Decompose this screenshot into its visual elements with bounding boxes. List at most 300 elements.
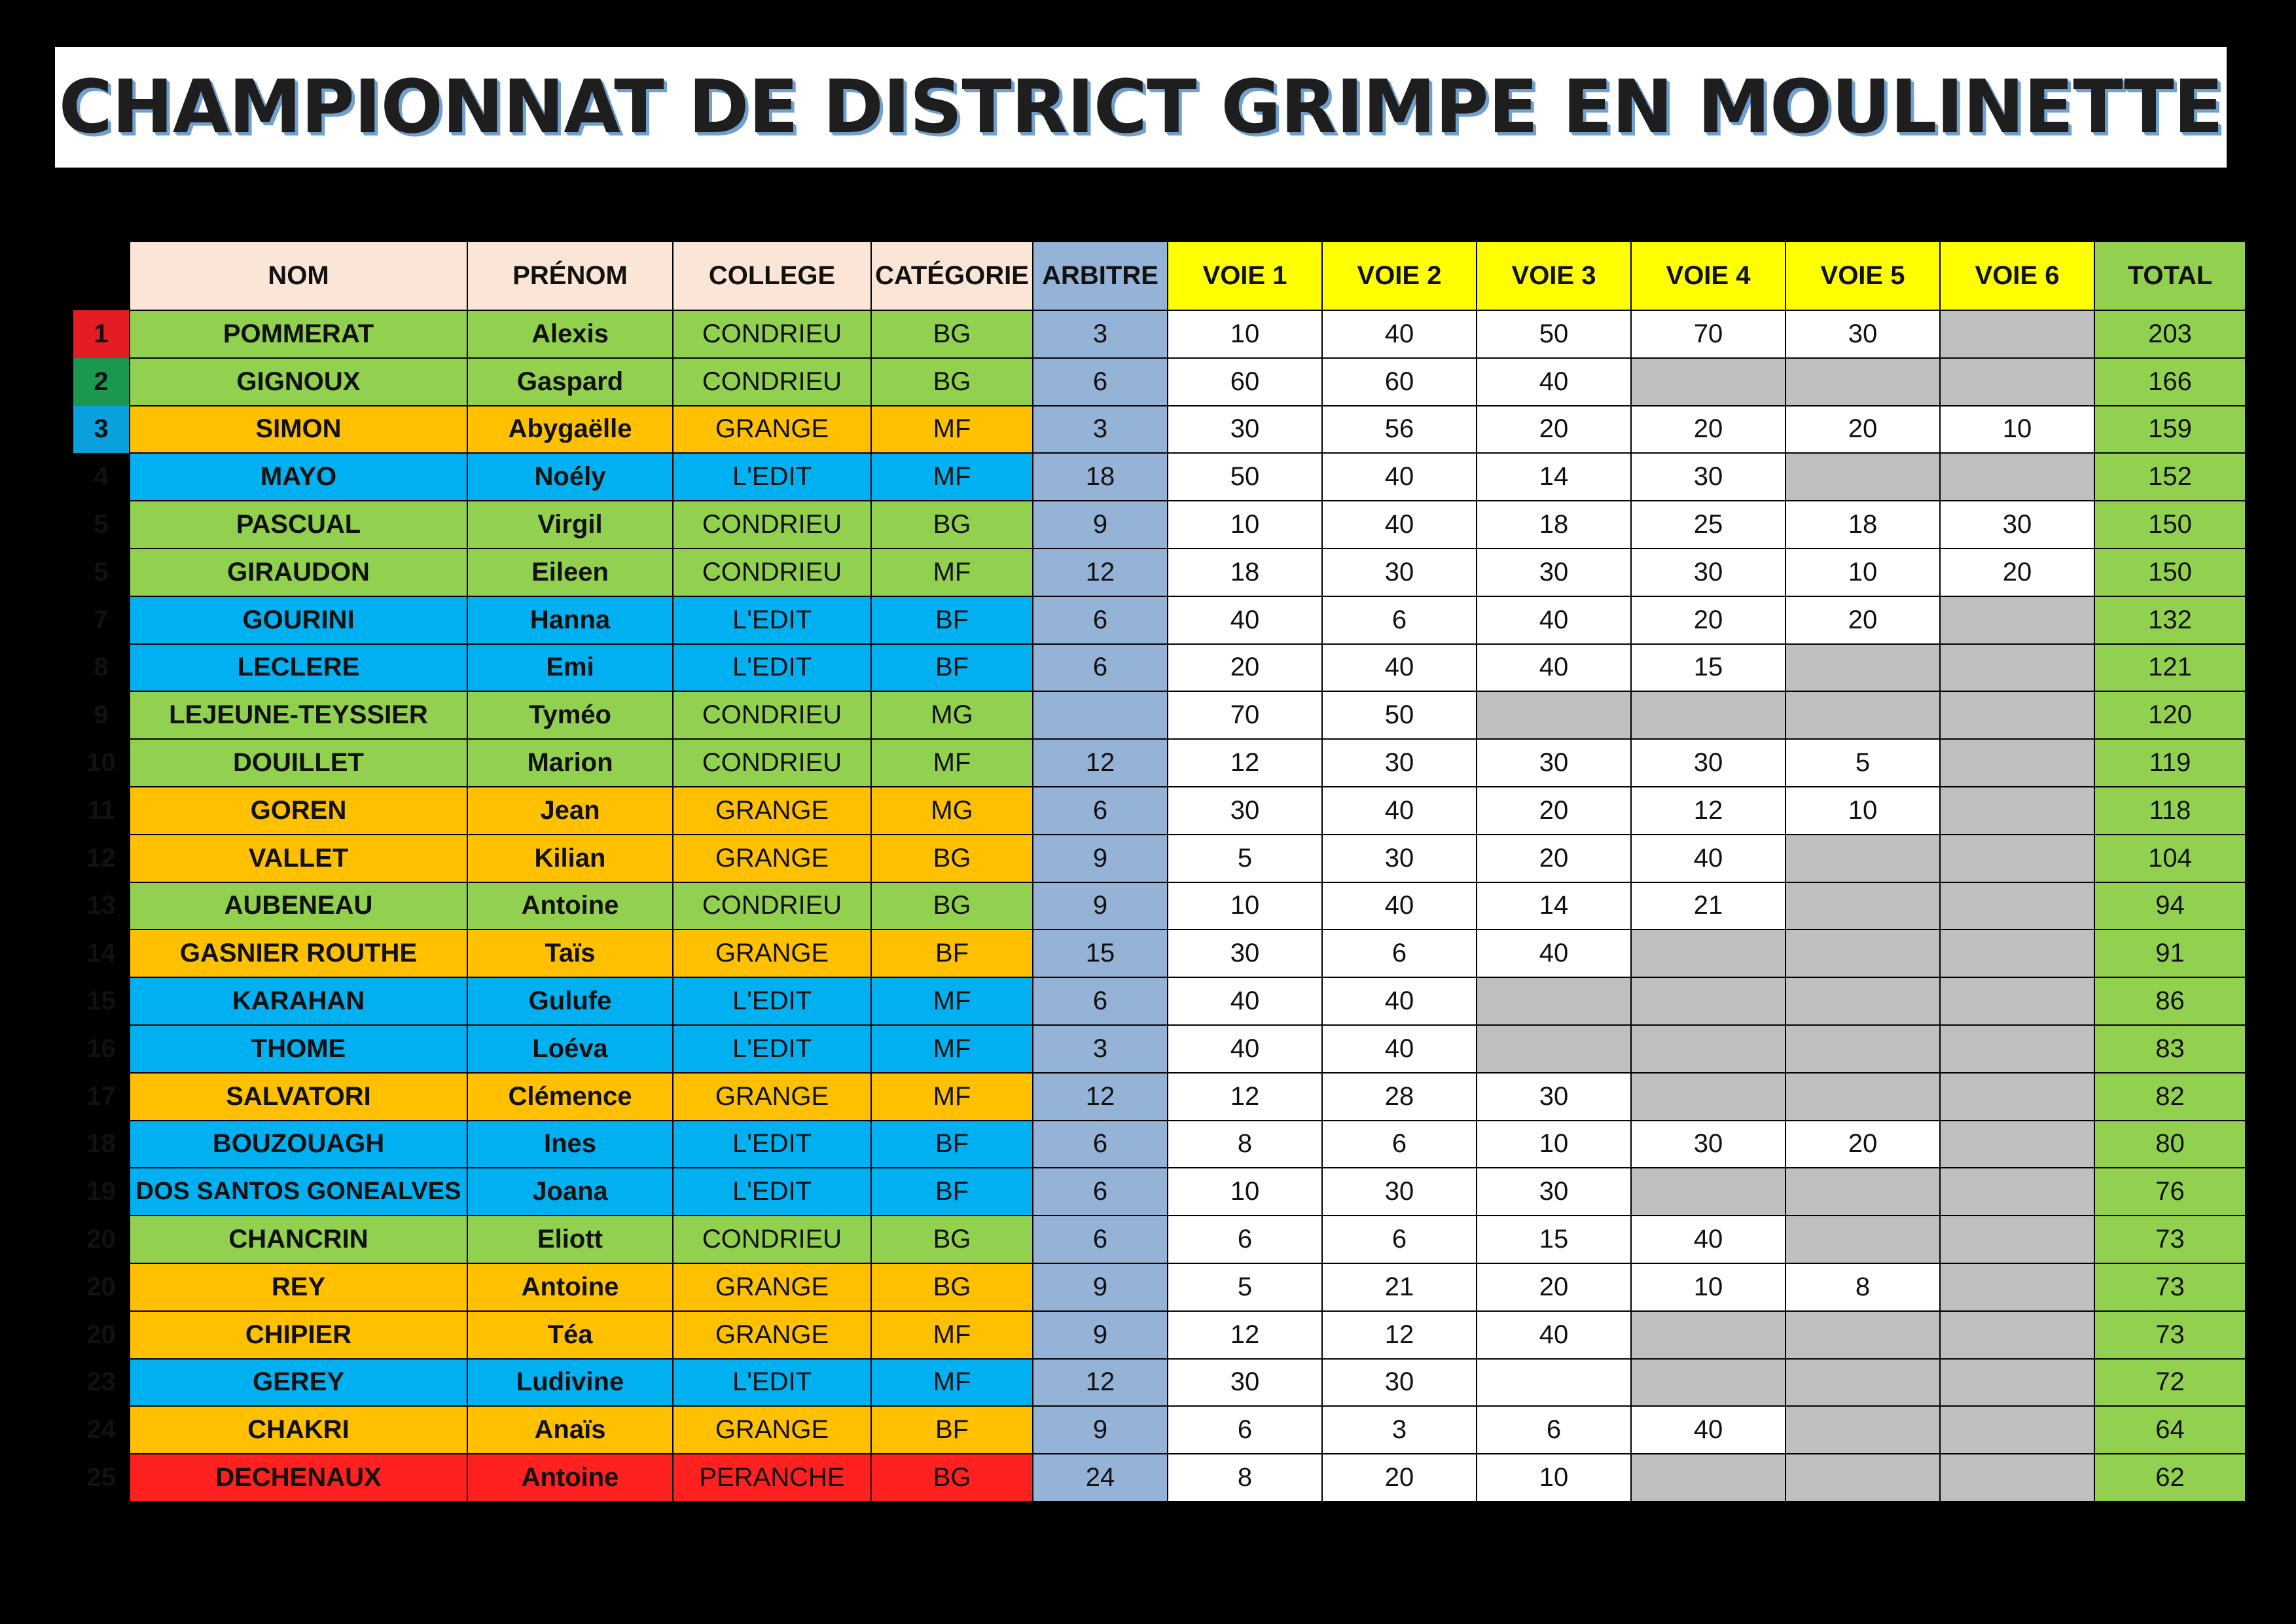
voie-3-cell: 10 bbox=[1477, 1121, 1631, 1168]
header-college: COLLEGE bbox=[673, 242, 871, 310]
rank-cell: 20 bbox=[73, 1263, 130, 1311]
nom-cell: GIGNOUX bbox=[130, 358, 467, 406]
table-row bbox=[73, 453, 2246, 501]
voie-1-cell: 5 bbox=[1168, 1263, 1322, 1311]
voie-2-cell: 40 bbox=[1322, 977, 1477, 1025]
table-row bbox=[73, 977, 2246, 1025]
arbitre-cell: 6 bbox=[1033, 1168, 1168, 1216]
college-cell: L'EDIT bbox=[673, 1025, 871, 1073]
voie-4-cell: 30 bbox=[1631, 1121, 1785, 1168]
arbitre-cell: 3 bbox=[1033, 1025, 1168, 1073]
table-row bbox=[73, 1359, 2246, 1407]
nom-cell: LECLERE bbox=[130, 644, 467, 692]
voie-1-cell: 30 bbox=[1168, 929, 1322, 977]
prenom-cell: Virgil bbox=[467, 501, 673, 549]
rank-cell: 12 bbox=[73, 835, 130, 882]
nom-cell: CHANCRIN bbox=[130, 1216, 467, 1263]
college-cell: GRANGE bbox=[673, 787, 871, 835]
table-row bbox=[73, 310, 2246, 358]
voie-1-cell: 10 bbox=[1168, 310, 1322, 358]
categorie-cell: BF bbox=[871, 1406, 1033, 1454]
voie-4-cell bbox=[1631, 1073, 1785, 1121]
voie-2-cell: 28 bbox=[1322, 1073, 1477, 1121]
rank-cell: 20 bbox=[73, 1216, 130, 1263]
voie-5-cell bbox=[1785, 1359, 1940, 1407]
college-cell: GRANGE bbox=[673, 1311, 871, 1359]
voie-6-cell bbox=[1940, 453, 2094, 501]
arbitre-cell: 6 bbox=[1033, 596, 1168, 644]
voie-4-cell bbox=[1631, 1025, 1785, 1073]
total-cell: 91 bbox=[2094, 929, 2246, 977]
voie-5-cell bbox=[1785, 358, 1940, 406]
voie-5-cell: 20 bbox=[1785, 406, 1940, 454]
prenom-cell: Abygaëlle bbox=[467, 406, 673, 454]
voie-4-cell: 30 bbox=[1631, 739, 1785, 787]
voie-4-cell bbox=[1631, 929, 1785, 977]
prenom-cell: Tyméo bbox=[467, 691, 673, 739]
header-arbitre: ARBITRE bbox=[1033, 242, 1168, 310]
rank-cell: 25 bbox=[73, 1454, 130, 1502]
header-voie-2: VOIE 2 bbox=[1322, 242, 1477, 310]
arbitre-cell: 15 bbox=[1033, 929, 1168, 977]
voie-2-cell: 40 bbox=[1322, 501, 1477, 549]
total-cell: 152 bbox=[2094, 453, 2246, 501]
voie-6-cell bbox=[1940, 1073, 2094, 1121]
arbitre-cell: 6 bbox=[1033, 787, 1168, 835]
total-cell: 150 bbox=[2094, 549, 2246, 596]
categorie-cell: BF bbox=[871, 1121, 1033, 1168]
voie-1-cell: 40 bbox=[1168, 977, 1322, 1025]
voie-6-cell bbox=[1940, 1454, 2094, 1502]
rank-cell: 9 bbox=[73, 691, 130, 739]
table-row bbox=[73, 835, 2246, 882]
nom-cell: LEJEUNE-TEYSSIER bbox=[130, 691, 467, 739]
voie-5-cell: 20 bbox=[1785, 596, 1940, 644]
voie-2-cell: 3 bbox=[1322, 1406, 1477, 1454]
nom-cell: DOUILLET bbox=[130, 739, 467, 787]
voie-2-cell: 50 bbox=[1322, 691, 1477, 739]
voie-1-cell: 30 bbox=[1168, 406, 1322, 454]
voie-6-cell bbox=[1940, 929, 2094, 977]
arbitre-cell: 6 bbox=[1033, 1121, 1168, 1168]
total-cell: 86 bbox=[2094, 977, 2246, 1025]
rank-cell: 10 bbox=[73, 739, 130, 787]
voie-4-cell bbox=[1631, 358, 1785, 406]
rank-cell: 2 bbox=[73, 358, 130, 406]
voie-2-cell: 30 bbox=[1322, 739, 1477, 787]
voie-4-cell: 25 bbox=[1631, 501, 1785, 549]
voie-5-cell: 10 bbox=[1785, 549, 1940, 596]
college-cell: L'EDIT bbox=[673, 1121, 871, 1168]
voie-5-cell bbox=[1785, 1168, 1940, 1216]
prenom-cell: Jean bbox=[467, 787, 673, 835]
voie-5-cell bbox=[1785, 1025, 1940, 1073]
total-cell: 166 bbox=[2094, 358, 2246, 406]
voie-5-cell: 20 bbox=[1785, 1121, 1940, 1168]
table-row bbox=[73, 406, 2246, 454]
table-row bbox=[73, 1454, 2246, 1502]
arbitre-cell: 6 bbox=[1033, 358, 1168, 406]
voie-6-cell bbox=[1940, 1263, 2094, 1311]
arbitre-cell: 12 bbox=[1033, 1359, 1168, 1407]
arbitre-cell: 3 bbox=[1033, 406, 1168, 454]
prenom-cell: Anaïs bbox=[467, 1406, 673, 1454]
rank-cell: 11 bbox=[73, 787, 130, 835]
voie-3-cell: 6 bbox=[1477, 1406, 1631, 1454]
total-cell: 73 bbox=[2094, 1311, 2246, 1359]
total-cell: 150 bbox=[2094, 501, 2246, 549]
voie-3-cell: 40 bbox=[1477, 358, 1631, 406]
voie-2-cell: 21 bbox=[1322, 1263, 1477, 1311]
voie-3-cell bbox=[1477, 1359, 1631, 1407]
nom-cell: POMMERAT bbox=[130, 310, 467, 358]
voie-1-cell: 40 bbox=[1168, 596, 1322, 644]
arbitre-cell: 6 bbox=[1033, 977, 1168, 1025]
categorie-cell: BF bbox=[871, 644, 1033, 692]
arbitre-cell: 18 bbox=[1033, 453, 1168, 501]
categorie-cell: BF bbox=[871, 1168, 1033, 1216]
voie-1-cell: 10 bbox=[1168, 501, 1322, 549]
voie-1-cell: 40 bbox=[1168, 1025, 1322, 1073]
nom-cell: DECHENAUX bbox=[130, 1454, 467, 1502]
college-cell: L'EDIT bbox=[673, 977, 871, 1025]
prenom-cell: Gulufe bbox=[467, 977, 673, 1025]
nom-cell: GOURINI bbox=[130, 596, 467, 644]
table-row bbox=[73, 1025, 2246, 1073]
arbitre-cell bbox=[1033, 691, 1168, 739]
categorie-cell: BG bbox=[871, 835, 1033, 882]
prenom-cell: Téa bbox=[467, 1311, 673, 1359]
total-cell: 119 bbox=[2094, 739, 2246, 787]
voie-3-cell: 20 bbox=[1477, 1263, 1631, 1311]
table-row bbox=[73, 1121, 2246, 1168]
voie-5-cell: 8 bbox=[1785, 1263, 1940, 1311]
nom-cell: PASCUAL bbox=[130, 501, 467, 549]
voie-1-cell: 5 bbox=[1168, 835, 1322, 882]
voie-5-cell bbox=[1785, 691, 1940, 739]
voie-3-cell: 50 bbox=[1477, 310, 1631, 358]
arbitre-cell: 12 bbox=[1033, 739, 1168, 787]
voie-2-cell: 60 bbox=[1322, 358, 1477, 406]
voie-4-cell: 15 bbox=[1631, 644, 1785, 692]
voie-4-cell: 40 bbox=[1631, 1406, 1785, 1454]
table-row bbox=[73, 1168, 2246, 1216]
rank-cell: 5 bbox=[73, 501, 130, 549]
voie-3-cell: 14 bbox=[1477, 882, 1631, 930]
voie-5-cell bbox=[1785, 977, 1940, 1025]
total-cell: 203 bbox=[2094, 310, 2246, 358]
college-cell: CONDRIEU bbox=[673, 739, 871, 787]
voie-6-cell bbox=[1940, 882, 2094, 930]
prenom-cell: Eliott bbox=[467, 1216, 673, 1263]
nom-cell: CHIPIER bbox=[130, 1311, 467, 1359]
rank-cell: 8 bbox=[73, 644, 130, 692]
rank-cell: 4 bbox=[73, 453, 130, 501]
prenom-cell: Antoine bbox=[467, 1263, 673, 1311]
table-row bbox=[73, 929, 2246, 977]
voie-3-cell: 40 bbox=[1477, 644, 1631, 692]
rank-cell: 19 bbox=[73, 1168, 130, 1216]
rank-cell: 23 bbox=[73, 1359, 130, 1407]
categorie-cell: BG bbox=[871, 1216, 1033, 1263]
categorie-cell: MF bbox=[871, 977, 1033, 1025]
nom-cell: GEREY bbox=[130, 1359, 467, 1407]
voie-5-cell: 10 bbox=[1785, 787, 1940, 835]
header-row bbox=[73, 242, 2246, 310]
college-cell: L'EDIT bbox=[673, 644, 871, 692]
voie-1-cell: 12 bbox=[1168, 1311, 1322, 1359]
voie-4-cell: 12 bbox=[1631, 787, 1785, 835]
arbitre-cell: 24 bbox=[1033, 1454, 1168, 1502]
rank-cell: 24 bbox=[73, 1406, 130, 1454]
voie-6-cell bbox=[1940, 1121, 2094, 1168]
voie-1-cell: 8 bbox=[1168, 1121, 1322, 1168]
voie-1-cell: 18 bbox=[1168, 549, 1322, 596]
categorie-cell: BG bbox=[871, 358, 1033, 406]
college-cell: CONDRIEU bbox=[673, 1216, 871, 1263]
voie-6-cell bbox=[1940, 977, 2094, 1025]
voie-4-cell: 40 bbox=[1631, 835, 1785, 882]
voie-1-cell: 60 bbox=[1168, 358, 1322, 406]
total-cell: 82 bbox=[2094, 1073, 2246, 1121]
voie-6-cell bbox=[1940, 1359, 2094, 1407]
categorie-cell: BF bbox=[871, 929, 1033, 977]
voie-5-cell bbox=[1785, 1311, 1940, 1359]
voie-3-cell: 30 bbox=[1477, 1073, 1631, 1121]
header-voie-1: VOIE 1 bbox=[1168, 242, 1322, 310]
voie-3-cell: 30 bbox=[1477, 549, 1631, 596]
rank-cell: 17 bbox=[73, 1073, 130, 1121]
voie-2-cell: 30 bbox=[1322, 1168, 1477, 1216]
voie-4-cell bbox=[1631, 1311, 1785, 1359]
prenom-cell: Antoine bbox=[467, 882, 673, 930]
voie-6-cell bbox=[1940, 310, 2094, 358]
voie-1-cell: 20 bbox=[1168, 644, 1322, 692]
total-cell: 132 bbox=[2094, 596, 2246, 644]
total-cell: 64 bbox=[2094, 1406, 2246, 1454]
voie-1-cell: 50 bbox=[1168, 453, 1322, 501]
voie-5-cell bbox=[1785, 835, 1940, 882]
voie-5-cell: 30 bbox=[1785, 310, 1940, 358]
college-cell: L'EDIT bbox=[673, 1168, 871, 1216]
total-cell: 120 bbox=[2094, 691, 2246, 739]
header-nom: NOM bbox=[130, 242, 467, 310]
table-row bbox=[73, 739, 2246, 787]
categorie-cell: MF bbox=[871, 1359, 1033, 1407]
prenom-cell: Loéva bbox=[467, 1025, 673, 1073]
college-cell: GRANGE bbox=[673, 1073, 871, 1121]
categorie-cell: MF bbox=[871, 549, 1033, 596]
voie-2-cell: 6 bbox=[1322, 1121, 1477, 1168]
arbitre-cell: 3 bbox=[1033, 310, 1168, 358]
rank-cell: 20 bbox=[73, 1311, 130, 1359]
prenom-cell: Ludivine bbox=[467, 1359, 673, 1407]
college-cell: CONDRIEU bbox=[673, 549, 871, 596]
nom-cell: GASNIER ROUTHE bbox=[130, 929, 467, 977]
voie-4-cell bbox=[1631, 1168, 1785, 1216]
nom-cell: AUBENEAU bbox=[130, 882, 467, 930]
voie-1-cell: 12 bbox=[1168, 739, 1322, 787]
voie-6-cell bbox=[1940, 739, 2094, 787]
nom-cell: SIMON bbox=[130, 406, 467, 454]
voie-6-cell bbox=[1940, 358, 2094, 406]
voie-4-cell: 20 bbox=[1631, 596, 1785, 644]
prenom-cell: Hanna bbox=[467, 596, 673, 644]
voie-5-cell: 5 bbox=[1785, 739, 1940, 787]
rank-cell: 15 bbox=[73, 977, 130, 1025]
arbitre-cell: 9 bbox=[1033, 835, 1168, 882]
categorie-cell: MG bbox=[871, 691, 1033, 739]
rank-cell: 1 bbox=[73, 310, 130, 358]
nom-cell: REY bbox=[130, 1263, 467, 1311]
categorie-cell: MF bbox=[871, 1073, 1033, 1121]
prenom-cell: Eileen bbox=[467, 549, 673, 596]
table-row bbox=[73, 501, 2246, 549]
college-cell: CONDRIEU bbox=[673, 882, 871, 930]
voie-2-cell: 12 bbox=[1322, 1311, 1477, 1359]
rank-cell: 16 bbox=[73, 1025, 130, 1073]
voie-1-cell: 6 bbox=[1168, 1406, 1322, 1454]
prenom-cell: Taïs bbox=[467, 929, 673, 977]
prenom-cell: Joana bbox=[467, 1168, 673, 1216]
total-cell: 104 bbox=[2094, 835, 2246, 882]
voie-2-cell: 6 bbox=[1322, 596, 1477, 644]
voie-1-cell: 30 bbox=[1168, 1359, 1322, 1407]
prenom-cell: Alexis bbox=[467, 310, 673, 358]
voie-3-cell: 20 bbox=[1477, 787, 1631, 835]
voie-1-cell: 8 bbox=[1168, 1454, 1322, 1502]
results-table bbox=[73, 241, 2246, 1502]
categorie-cell: MF bbox=[871, 739, 1033, 787]
prenom-cell: Antoine bbox=[467, 1454, 673, 1502]
voie-2-cell: 40 bbox=[1322, 310, 1477, 358]
arbitre-cell: 12 bbox=[1033, 1073, 1168, 1121]
voie-6-cell bbox=[1940, 835, 2094, 882]
total-cell: 159 bbox=[2094, 406, 2246, 454]
table-row bbox=[73, 1311, 2246, 1359]
voie-6-cell bbox=[1940, 1311, 2094, 1359]
college-cell: GRANGE bbox=[673, 929, 871, 977]
table-row bbox=[73, 1263, 2246, 1311]
voie-4-cell: 40 bbox=[1631, 1216, 1785, 1263]
table-row bbox=[73, 596, 2246, 644]
voie-6-cell bbox=[1940, 1168, 2094, 1216]
header-voie-6: VOIE 6 bbox=[1940, 242, 2094, 310]
categorie-cell: MG bbox=[871, 787, 1033, 835]
voie-6-cell bbox=[1940, 691, 2094, 739]
college-cell: CONDRIEU bbox=[673, 691, 871, 739]
total-cell: 121 bbox=[2094, 644, 2246, 692]
total-cell: 80 bbox=[2094, 1121, 2246, 1168]
voie-2-cell: 56 bbox=[1322, 406, 1477, 454]
arbitre-cell: 9 bbox=[1033, 1311, 1168, 1359]
voie-2-cell: 6 bbox=[1322, 1216, 1477, 1263]
voie-6-cell bbox=[1940, 596, 2094, 644]
prenom-cell: Emi bbox=[467, 644, 673, 692]
table-row bbox=[73, 882, 2246, 930]
voie-1-cell: 6 bbox=[1168, 1216, 1322, 1263]
total-cell: 94 bbox=[2094, 882, 2246, 930]
voie-3-cell: 30 bbox=[1477, 1168, 1631, 1216]
nom-cell: GIRAUDON bbox=[130, 549, 467, 596]
voie-5-cell bbox=[1785, 929, 1940, 977]
voie-3-cell: 30 bbox=[1477, 739, 1631, 787]
voie-5-cell bbox=[1785, 882, 1940, 930]
voie-3-cell bbox=[1477, 1025, 1631, 1073]
college-cell: PERANCHE bbox=[673, 1454, 871, 1502]
voie-3-cell: 15 bbox=[1477, 1216, 1631, 1263]
voie-5-cell: 18 bbox=[1785, 501, 1940, 549]
college-cell: GRANGE bbox=[673, 835, 871, 882]
table-row bbox=[73, 691, 2246, 739]
table-row bbox=[73, 1073, 2246, 1121]
voie-1-cell: 10 bbox=[1168, 882, 1322, 930]
voie-5-cell bbox=[1785, 1454, 1940, 1502]
total-cell: 62 bbox=[2094, 1454, 2246, 1502]
total-cell: 73 bbox=[2094, 1263, 2246, 1311]
voie-2-cell: 30 bbox=[1322, 1359, 1477, 1407]
college-cell: CONDRIEU bbox=[673, 358, 871, 406]
total-cell: 76 bbox=[2094, 1168, 2246, 1216]
voie-6-cell bbox=[1940, 644, 2094, 692]
header-categorie: CATÉGORIE bbox=[871, 242, 1033, 310]
voie-4-cell bbox=[1631, 1359, 1785, 1407]
college-cell: GRANGE bbox=[673, 406, 871, 454]
categorie-cell: BG bbox=[871, 501, 1033, 549]
voie-5-cell bbox=[1785, 1406, 1940, 1454]
rank-cell: 18 bbox=[73, 1121, 130, 1168]
nom-cell: SALVATORI bbox=[130, 1073, 467, 1121]
voie-3-cell: 14 bbox=[1477, 453, 1631, 501]
voie-1-cell: 70 bbox=[1168, 691, 1322, 739]
college-cell: GRANGE bbox=[673, 1406, 871, 1454]
header-total: TOTAL bbox=[2094, 242, 2246, 310]
arbitre-cell: 6 bbox=[1033, 1216, 1168, 1263]
table-row bbox=[73, 549, 2246, 596]
categorie-cell: BF bbox=[871, 596, 1033, 644]
nom-cell: KARAHAN bbox=[130, 977, 467, 1025]
table-row bbox=[73, 787, 2246, 835]
arbitre-cell: 9 bbox=[1033, 501, 1168, 549]
college-cell: L'EDIT bbox=[673, 1359, 871, 1407]
prenom-cell: Gaspard bbox=[467, 358, 673, 406]
header-prenom: PRÉNOM bbox=[467, 242, 673, 310]
categorie-cell: MF bbox=[871, 1311, 1033, 1359]
voie-3-cell bbox=[1477, 691, 1631, 739]
nom-cell: DOS SANTOS GONEALVES bbox=[130, 1168, 467, 1216]
voie-2-cell: 30 bbox=[1322, 835, 1477, 882]
header-voie-4: VOIE 4 bbox=[1631, 242, 1785, 310]
voie-6-cell bbox=[1940, 787, 2094, 835]
voie-6-cell: 20 bbox=[1940, 549, 2094, 596]
voie-4-cell: 30 bbox=[1631, 549, 1785, 596]
voie-6-cell: 10 bbox=[1940, 406, 2094, 454]
voie-3-cell: 10 bbox=[1477, 1454, 1631, 1502]
voie-3-cell: 18 bbox=[1477, 501, 1631, 549]
nom-cell: MAYO bbox=[130, 453, 467, 501]
voie-3-cell: 20 bbox=[1477, 406, 1631, 454]
voie-4-cell bbox=[1631, 1454, 1785, 1502]
table-row bbox=[73, 1216, 2246, 1263]
voie-5-cell bbox=[1785, 1216, 1940, 1263]
voie-3-cell: 40 bbox=[1477, 596, 1631, 644]
rank-cell: 5 bbox=[73, 549, 130, 596]
categorie-cell: BG bbox=[871, 882, 1033, 930]
voie-2-cell: 40 bbox=[1322, 453, 1477, 501]
prenom-cell: Ines bbox=[467, 1121, 673, 1168]
voie-2-cell: 40 bbox=[1322, 882, 1477, 930]
rank-cell: 7 bbox=[73, 596, 130, 644]
